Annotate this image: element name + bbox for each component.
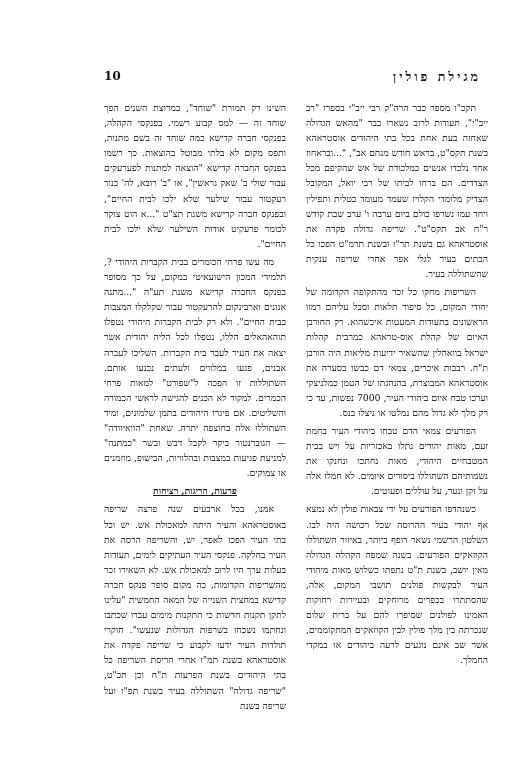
paragraph: השינו רק תמורת "שוחד", במרוצת השנים הפך שוחד זה — למס קבוע רשמי. בפנקסי הקהלה, בפנקסי חברה קדישא כמה שוחד זה בשם מתנות, ותפס מקום לא בלתי מבוטל בהוצאות. כך רשמו בפנקס החברה קדישא "הוצאה למתנות לפערעקים עבור שולי ב' שאק גראשין", או "ב' רובא, לה' כנור רעקטור עבור שילער שלא ילכו לבית החיים", ובפנקס חברה קדישא משנת תצ"ט "...א הוט צוקר לכומר פרעקיט אודות השילער שלא ילכו לבית החיים". [104, 103, 286, 250]
section-subheading: פרעות, הריגות, רציחות [153, 486, 237, 498]
right-column [306, 101, 488, 741]
paragraph: השריפות מחקו כל זכר מהתקופה הקדומה של יהודי המקום, כל סיפור תלאות וסבל עליהם רמזו הראשונים בתעודות המעטות איכשהוא. רק החורבן האיום של קהלת אוס-טראהא כמרבית קהלות ישראל בוואהלין שהשאיר ידיעות מליאות היה הורבן ת"ח. רבבות איכרים, צמאי דם כבשו בסערה את אוסטראהא המבוצרת, בהנהגתו של הטמן כמלניצקי וערכו טבח איום ביהודי העיר, 7000 נפשות, עד כי רק מלך לא גדול מהם נמלטו או ניצלו בנס. [306, 287, 488, 419]
paragraph: כשנהדפו הפורעים על ידי צבאות פולין לא נמצא אף יהודי בעיר ההרוסה שכל רכושה היה לבז. השלטון הרשמי נשאר רופף ביותר, באיזור השתוללו הקוזאקים הפורעים. בשנה שמפה הקהלה הגדולה מאין יושב, בשנת ת"ט נתפתו כשלוש מאות מיהודי העיר לבקשות פולנים תושבי המקום, אלה, שהסתתרו בכפרים מרוחקים ובעיירות רחוקות האמינו לפולנים שסיפרו להם על ברית שלום שנכרתה בין מלך פולין לבין הקוזאקים המתקוממים, אשר שב אינם נוגעים לרעה ביהודים או במקדי החמלך. [306, 504, 488, 667]
paragraph: אמנו, בכל ארבעים שנה פרצה שריפה באוסטראהא והעיר היתה למאכולת אש. יש וכל בתי העיר הפכו לאפר, יש, והשריפה הרסה את העיר בחלקה. פנקסי העיר העתיקים לימים, תעודות בעלות ערך היו לרוב למאכולת אש. לא השאירו זכר מהשריפות הקדומות, כה מקום סופר פנקס חברה קדישא במחצית השנייה של המאה החמשית "עלינו לתקן תקנות חדשות כי התקנות מימים עברו שכתבו ונחתמו נשכחו בשרפות הגדולות שנעשו". חוקרי תולדות העיר ידעו לקבוע כי שריפה פקדה את אוסטראהא בשנת תמ"ז אחרי הריסת השריפה כל בתי היהודים בשנת הפרעות ת"ח וכן תכ"ט, "שריפה גדולה" השתוללה בעיר בשנת תפ"ו ועל שריפה בשנת [104, 504, 286, 712]
paragraph: תקכ"ו מספר כבר הרה"ק רבי ייב"י בספרו "רב ייב"י", תעודות לרוב נשארו כבר "מהאש הגדולה שאחזה בעת אחת בכל בתי היהודים אוסטראהא בשנת תקס"ט, בראש חודש מנחם אב", "...ובראחוז אחד נלכדו אנשים כמלכודת של אש שהקיפם מכל הצדדים. הם ברחו לביתו של רבי יואל, המקובל הצדיק מלומדי הקלויז שעמד מעומד בטלית ותפילין ויחד עמו נשרפו כולם ביום ערבה ו' ערב שבת קודש ר"ח אב תקס"ט". שריפה גדולה פקדה את אוסטראהא גם בשנת תר"ז ובשנת תרמ"ט הפכו כל הבתים בעיר לגלי אפר אחרי שריפה ענקית שהשתוללה בעיר. [306, 103, 488, 281]
paragraph: מה עשו פרחי הכומרים בבית הקברות היהודי ?, תלמידי המכון הישועאיטי במקום, על כך מסופר בפנקס החברה קדישא משנת תע"ה "...מתנה אנונים וארבינקום להרעקטור עבור שקלקלו המצבות בבית החיים". ולא רק לבית הקברות היהודי נטפלו תוהאהאלים הללו, נטפלו לכל הליה יהודית אשר יצאה את העיר לעבר בית הקברות. השליכו לעברה אבנים, פגעו במלווים ולעתים נכנעו אותם. השתוללות זו הפכה ל"שפורט" למאות פרחי הכמרים. למקור לא הכנים להגישה לראשי הכמורה והשליטים. אם פיגרו היהודים בתמן שלמונים, ומיד השתוללו אלה בחוצפה יתרה. שאחת "הוואיוודה" — הגוברנטור ביקר לקבל דבש ובשר "כמתנה" למניעת פגיעות במצבות ובהלוויות, הבישופ, מוזמנים או צמוקים. [104, 256, 286, 480]
paragraph: הפורעים צמאי הדם טבחו ביהודי העיר בחמת זעם, מאות יהודים נתלו באכזריות על ויש בבית המטבחיים היהודי, מאות נחתכו ונחנקו את נשמותיהם השתוללו ביסורים איומים. לא חמלו אלה על זקן ונער, על עוללים ופעוטים. [306, 425, 488, 498]
page-number: 10 [104, 69, 121, 83]
running-header-title: מגילת פולין [393, 69, 481, 84]
left-column [104, 101, 286, 741]
